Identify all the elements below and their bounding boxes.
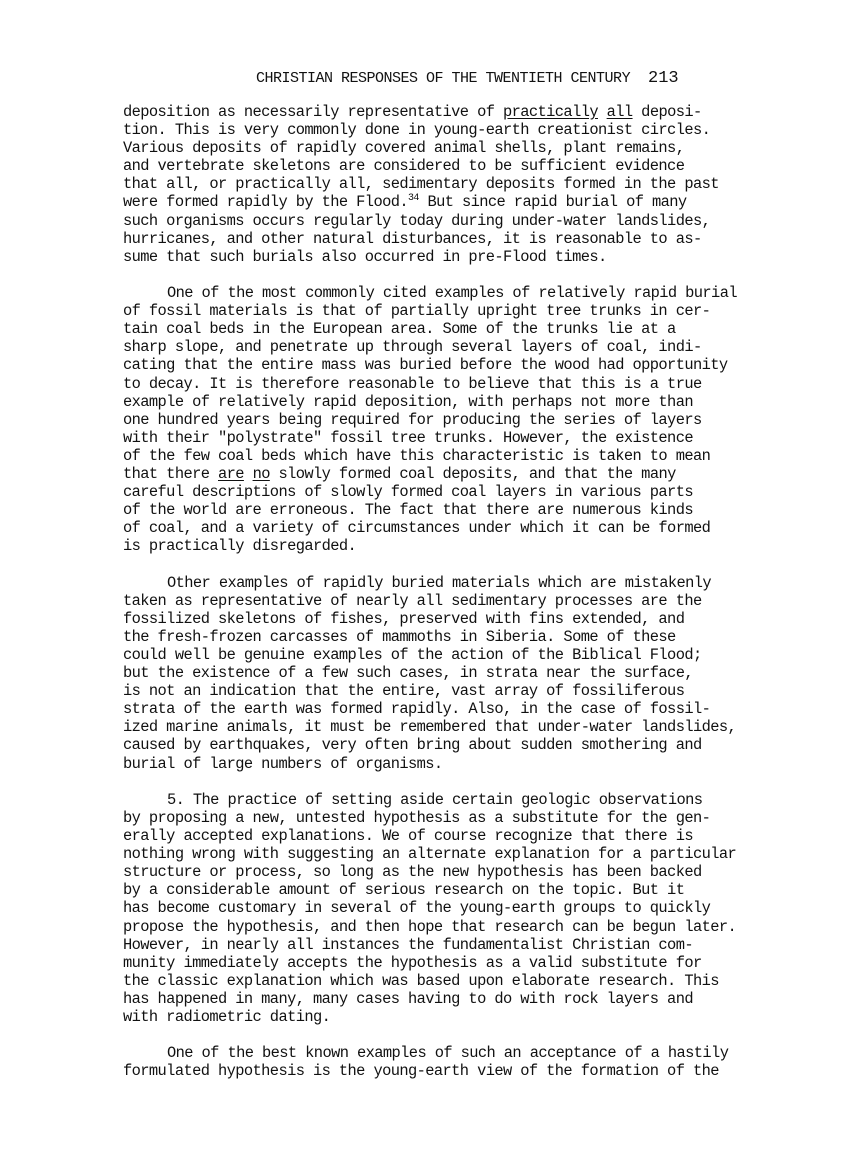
text-line: erally accepted explanations. We of course recognize that there is	[123, 827, 693, 846]
text-line: of the few coal beds which have this characteristic is taken to mean	[123, 446, 711, 465]
text-line: with their "polystrate" fossil tree trunks. However, the existence	[123, 428, 693, 447]
text-line: with radiometric dating.	[123, 1007, 331, 1026]
paragraph-4	[123, 790, 737, 1026]
text-line: However, in nearly all instances the fundamentalist Christian com-	[123, 935, 693, 954]
underlined-word: are	[218, 464, 244, 483]
text-run: were formed rapidly by the Flood.	[123, 193, 408, 212]
text-run	[244, 465, 253, 483]
text-line: burial of large numbers of organisms.	[123, 754, 443, 773]
text-line: has become customary in several of the young-earth groups to quickly	[123, 899, 711, 918]
text-line: of the world are erroneous. The fact that there are numerous kinds	[123, 501, 693, 520]
text-line: sume that such burials also occurred in pre-Flood times.	[123, 247, 607, 266]
text-line: by a considerable amount of serious research on the topic. But it	[123, 881, 685, 900]
text-line: One of the best known examples of such an acceptance of a hastily	[167, 1044, 729, 1063]
paragraph-gap	[123, 266, 723, 284]
paragraph-3	[123, 573, 737, 773]
text-line: sharp slope, and penetrate up through several layers of coal, indi-	[123, 338, 702, 357]
text-line: Other examples of rapidly buried materials which are mistakenly	[167, 573, 712, 592]
text-run	[598, 103, 607, 121]
text-run: deposition as necessarily representative of	[123, 103, 503, 121]
text-line: of fossil materials is that of partially upright tree trunks in cer-	[123, 302, 711, 321]
text-run: deposi-	[632, 103, 702, 121]
text-line: tain coal beds in the European area. Some of the trunks lie at a	[123, 320, 676, 339]
text-line: propose the hypothesis, and then hope that research can be begun later.	[123, 917, 737, 936]
text-line: to decay. It is therefore reasonable to believe that this is a true	[123, 374, 702, 393]
text-line	[123, 103, 723, 121]
text-line: taken as representative of nearly all sedimentary processes are the	[123, 591, 702, 610]
underlined-word: all	[606, 103, 633, 121]
text-line: and vertebrate skeletons are considered to be sufficient evidence	[123, 157, 685, 176]
text-line: the classic explanation which was based upon elaborate research. This	[123, 971, 719, 990]
underlined-word: practically	[502, 103, 598, 121]
page-number: 213	[648, 69, 679, 88]
text-run: slowly formed coal deposits, and that the many	[269, 464, 676, 483]
text-line: careful descriptions of slowly formed coal layers in various parts	[123, 483, 693, 502]
text-line: formulated hypothesis is the young-earth view of the formation of the	[123, 1062, 719, 1081]
paragraph-gap	[123, 555, 723, 573]
text-run: But since rapid burial of many	[418, 193, 687, 212]
text-line: has happened in many, many cases having to do with rock layers and	[123, 989, 693, 1008]
text-line: could well be genuine examples of the action of the Biblical Flood;	[123, 646, 702, 664]
text-line: the fresh-frozen carcasses of mammoths in Siberia. Some of these	[123, 627, 676, 646]
text-line	[123, 465, 723, 483]
text-line: such organisms occurs regularly today during under-water landslides,	[123, 211, 711, 230]
text-line: munity immediately accepts the hypothesis as a valid substitute for	[123, 953, 702, 972]
text-line: structure or process, so long as the new hypothesis has been backed	[123, 863, 702, 882]
text-line: Various deposits of rapidly covered animal shells, plant remains,	[123, 139, 685, 158]
text-line: is practically disregarded.	[123, 537, 357, 556]
body-text	[123, 103, 737, 1081]
text-line: strata of the earth was formed rapidly. Also, in the case of fossil-	[123, 700, 711, 719]
footnote-reference: 34	[408, 193, 419, 205]
text-line: by proposing a new, untested hypothesis as a substitute for the gen-	[123, 808, 711, 827]
paragraph-2	[123, 284, 737, 556]
text-line: that all, or practically all, sedimentary deposits formed in the past	[123, 175, 719, 194]
paragraph-5	[123, 1044, 729, 1081]
text-line: 5. The practice of setting aside certain geologic observations	[167, 790, 703, 809]
paragraph-gap	[123, 1026, 723, 1044]
text-line: hurricanes, and other natural disturbances, it is reasonable to as-	[123, 229, 702, 248]
text-line: example of relatively rapid deposition, with perhaps not more than	[123, 392, 693, 411]
text-line: One of the most commonly cited examples of relatively rapid burial	[167, 284, 737, 303]
text-line: is not an indication that the entire, vast array of fossiliferous	[123, 682, 685, 701]
running-head: CHRISTIAN RESPONSES OF THE TWENTIETH CENTURY	[256, 70, 631, 87]
text-line: tion. This is very commonly done in young-earth creationist circles.	[123, 121, 711, 140]
text-line: but the existence of a few such cases, in strata near the surface,	[123, 664, 693, 683]
text-line: nothing wrong with suggesting an alternate explanation for a particular	[123, 845, 737, 864]
underlined-word: no	[252, 464, 270, 483]
text-run: that there	[123, 464, 218, 483]
text-line	[123, 193, 723, 211]
paragraph-gap	[123, 773, 723, 791]
text-line: fossilized skeletons of fishes, preserved with fins extended, and	[123, 609, 685, 628]
text-line: cating that the entire mass was buried before the wood had opportunity	[123, 356, 728, 375]
text-line: one hundred years being required for producing the series of layers	[123, 410, 702, 429]
paragraph-1	[123, 103, 723, 266]
text-line: of coal, and a variety of circumstances under which it can be formed	[123, 519, 711, 538]
text-line: caused by earthquakes, very often bring about sudden smothering and	[123, 736, 702, 755]
text-line: ized marine animals, it must be remembered that under-water landslides,	[123, 718, 737, 737]
